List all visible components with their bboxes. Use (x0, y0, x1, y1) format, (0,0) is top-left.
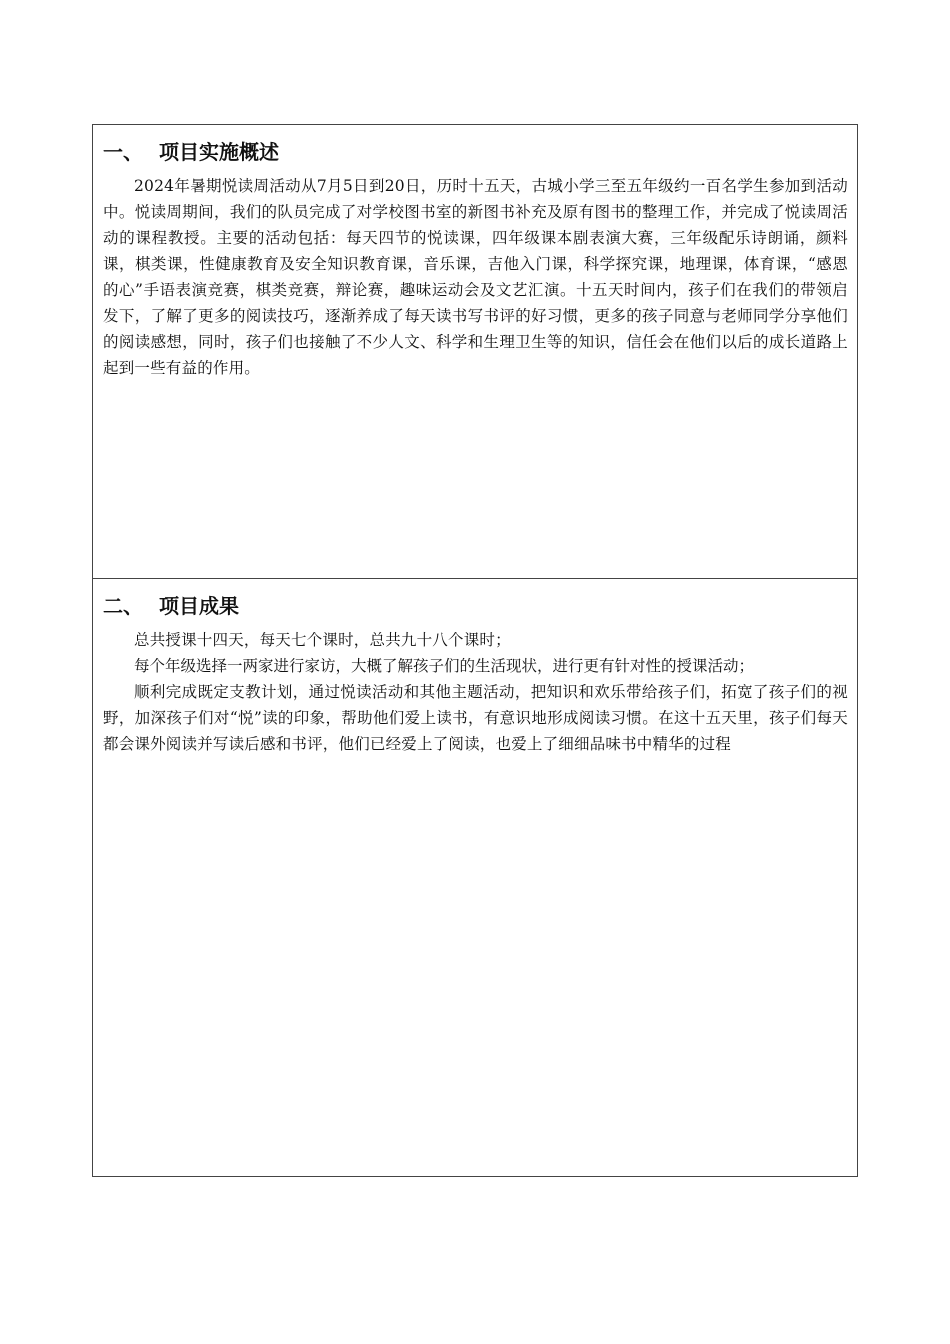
section-implementation-overview (93, 125, 857, 579)
results-paragraph: 总共授课十四天，每天七个课时，总共九十八个课时； (134, 631, 511, 649)
section-heading (103, 135, 848, 169)
section-number: 二、 (103, 594, 143, 618)
results-paragraph: 顺利完成既定支教计划，通过悦读活动和其他主题活动，把知识和欢乐带给孩子们，拓宽了孩子们的视野，加深孩子们对“悦”读的印象，帮助他们爱上读书，有意识地形成阅读习惯。在这十五天里，孩子们每天都会课外阅读并写读后感和书评，他们已经爱上了阅读，也爱上了细细品味书中精华的过程 (103, 683, 848, 753)
section-title: 项目实施概述 (159, 140, 279, 164)
section-number: 一、 (103, 140, 143, 164)
section-project-results (93, 579, 857, 1176)
overview-paragraph: 2024年暑期悦读周活动从7月5日到20日，历时十五天，古城小学三至五年级约一百名学生参加到活动中。悦读周期间，我们的队员完成了对学校图书室的新图书补充及原有图书的整理工作，并完成了悦读周活动的课程教授。主要的活动包括：每天四节的悦读课，四年级课本剧表演大赛，三年级配乐诗朗诵，颜料课，棋类课，性健康教育及安全知识教育课，音乐课，吉他入门课，科学探究课，地理课，体育课，“感恩的心”手语表演竞赛，棋类竞赛，辩论赛，趣味运动会及文艺汇演。十五天时间内，孩子们在我们的带领启发下，了解了更多的阅读技巧，逐渐养成了每天读书写书评的好习惯，更多的孩子同意与老师同学分享他们的阅读感想，同时，孩子们也接触了不少人文、科学和生理卫生等的知识，信任会在他们以后的成长道路上起到一些有益的作用。 (103, 177, 848, 377)
section-heading (103, 589, 848, 623)
section-title: 项目成果 (159, 594, 239, 618)
results-paragraph: 每个年级选择一两家进行家访，大概了解孩子们的生活现状，进行更有针对性的授课活动； (134, 657, 755, 675)
report-table (92, 124, 858, 1177)
